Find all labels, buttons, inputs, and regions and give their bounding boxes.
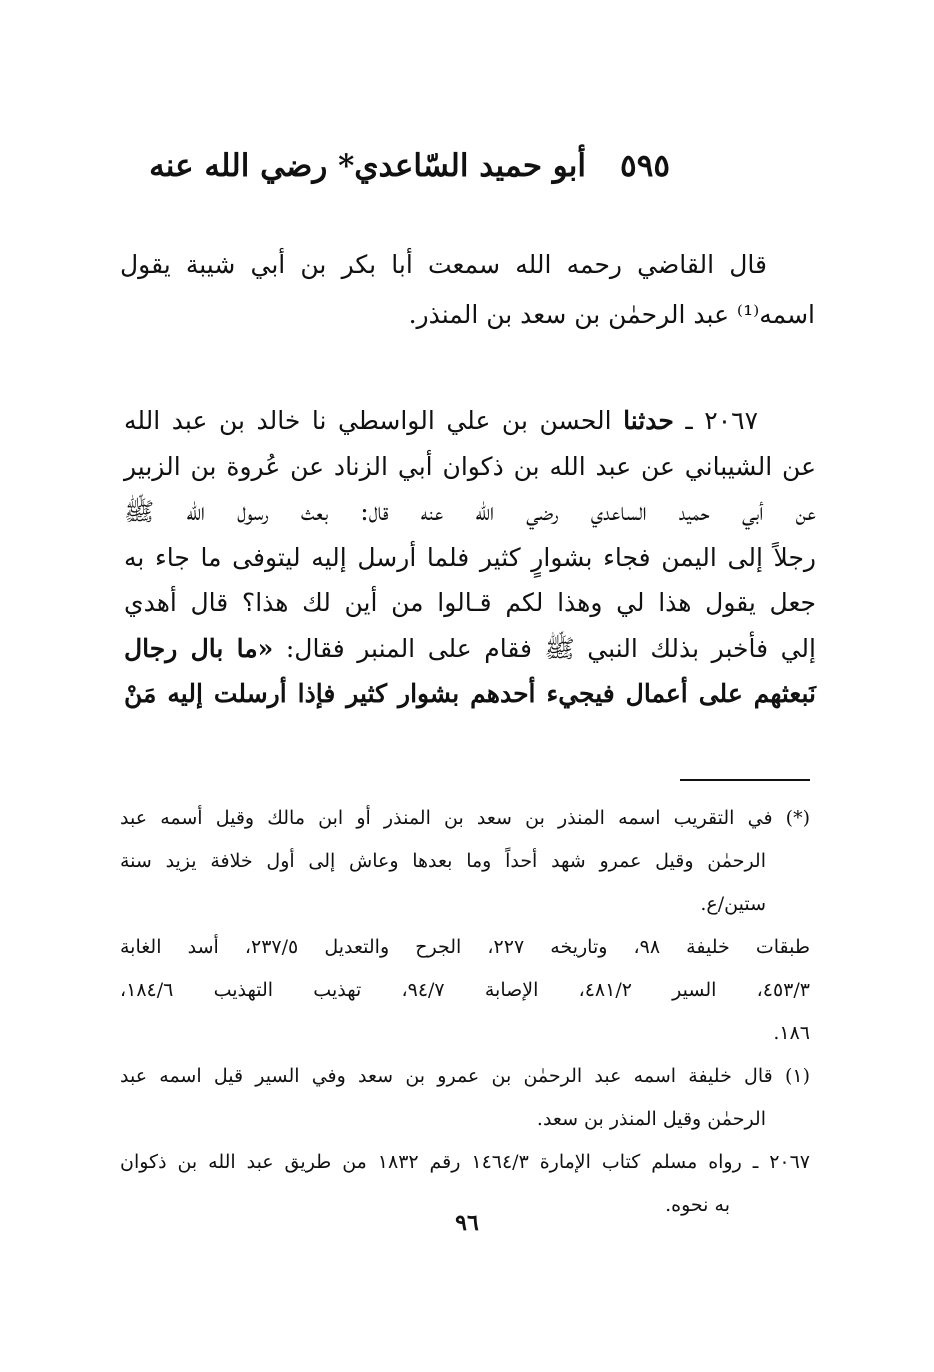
prophetic-quote: «ما بال رجال [124,633,274,663]
hadith-paragraph [124,398,816,717]
footnote-line: (١) قال خليفة اسمه عبد الرحمٰن بن عمرو بن سعد وفي السير قيل اسمه عبد [120,1065,810,1087]
footnote-sources [120,926,810,1055]
footnote-line: طبقات خليفة ٩٨، وتاريخه ٢٢٧، الجرح والتعديل ٢٣٧/٥، أسد الغابة [120,936,810,958]
footnote-line: ستين/ع. [700,893,766,915]
hadith-line [124,398,816,444]
footnote-line: به نحوه. [665,1194,730,1216]
footnote-line: ٢٠٦٧ ـ رواه مسلم كتاب الإمارة ١٤٦٤/٣ رقم ١٨٣٢ من طريق عبد الله بن ذكوان [120,1151,811,1173]
hadith-line: رجلاً إلى اليمن فجاء بشوارٍ كثير فلما أرسل إليه ليتوفى ما جاء به [124,542,816,572]
page-number: ٩٦ [455,1210,479,1236]
hadith-number: ٢٠٦٧ ـ [685,406,759,435]
intro-line: قال القاضي رحمه الله سمعت أبا بكر بن أبي شيبة يقول [120,250,767,279]
footnote-line: ١٨٦. [773,1022,810,1044]
hadith-line [124,626,816,672]
chapter-number: ٥٩٥ [620,148,670,184]
intro-paragraph [120,240,815,340]
footnote-line: الرحمٰن وقيل عمرو شهد أحداً وما بعدها وعاش إلى أول خلافة يزيد سنة [120,850,766,872]
chapter-title: أبو حميد السّاعدي* رضي الله عنه [149,148,587,184]
intro-line: اسمه⁽¹⁾ عبد الرحمٰن بن سعد بن المنذر. [408,300,815,329]
hadith-line: عن أبي حميد الساعدي رضي الله عنه قال: بعث رسول الله ﷺ [124,497,816,526]
footnotes [120,797,810,1227]
hadith-line: عن الشيباني عن عبد الله بن ذكوان أبي الزناد عن عُروة بن الزبير [124,451,816,481]
footnote-line: الرحمٰن وقيل المنذر بن سعد. [536,1108,766,1130]
footnote-divider [680,779,810,781]
hadith-text: الحسن بن علي الواسطي نا خالد بن عبد الله [124,406,612,435]
prophetic-quote-line: نَبعثهم على أعمال فيجيء أحدهم بشوار كثير فإذا أرسلت إليه مَنْ [124,679,816,708]
chapter-heading [149,148,670,184]
narration-keyword: حدثنا [623,406,674,435]
footnote-star [120,797,810,926]
footnote-one [120,1055,810,1141]
footnote-line: (*) في التقريب اسمه المنذر بن سعد بن المنذر أو ابن مالك وقيل أسمه عبد [120,807,810,829]
hadith-text: إلي فأخبر بذلك النبي ﷺ فقام على المنبر فقال: [285,633,816,663]
hadith-line: جعل يقول هذا لي وهذا لكم قـالوا من أين لك هذا؟ قال أهدي [124,588,816,617]
footnote-line: ٤٥٣/٣، السير ٤٨١/٢، الإصابة ٩٤/٧، تهذيب التهذيب ١٨٤/٦، [120,979,810,1001]
